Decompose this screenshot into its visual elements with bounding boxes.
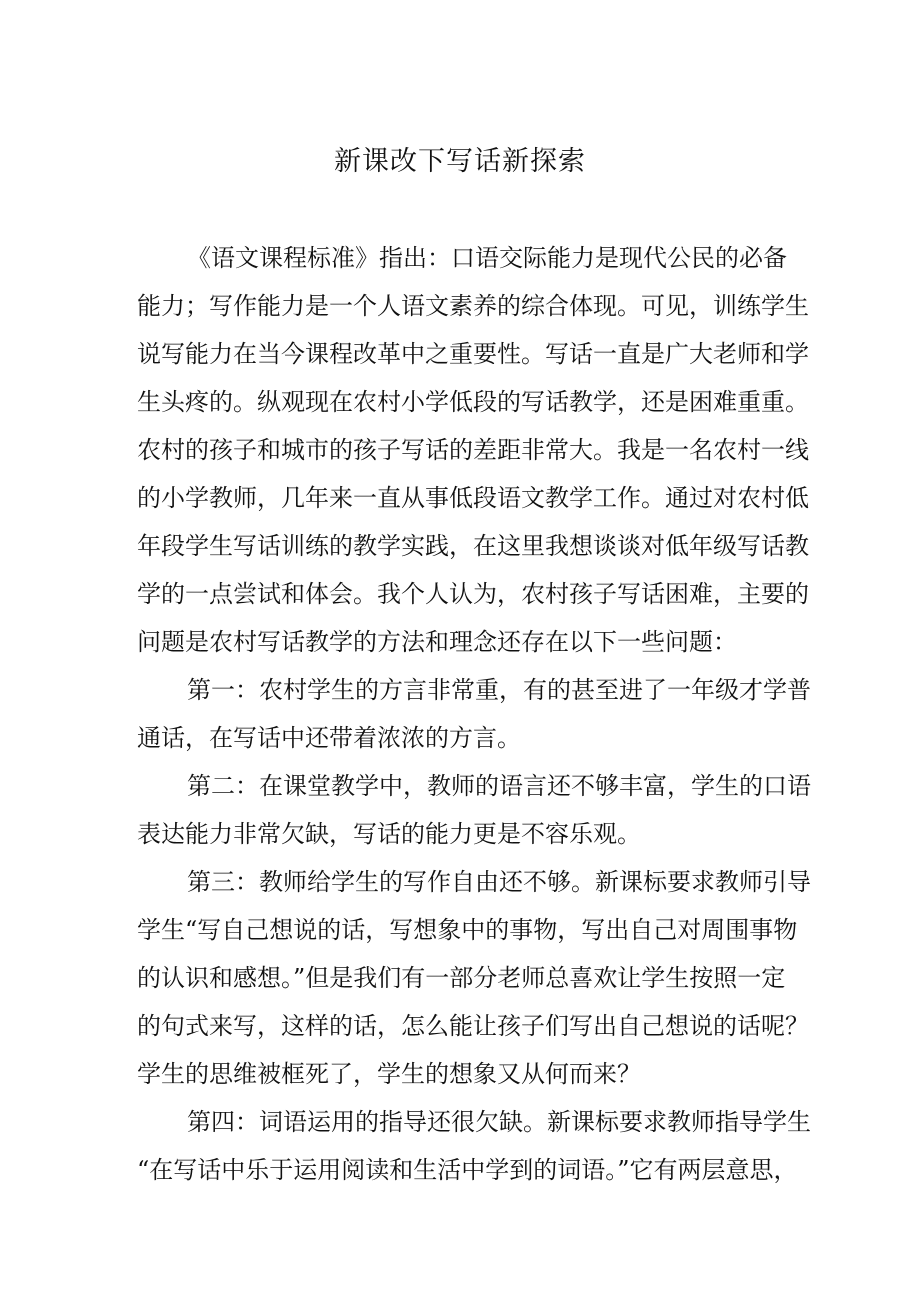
text-line: 说写能力在当今课程改革中之重要性。写话一直是广大老师和学 bbox=[137, 340, 809, 368]
text-line: 问题是农村写话教学的方法和理念还存在以下一些问题： bbox=[137, 628, 737, 656]
document-title: 新课改下写话新探索 bbox=[334, 146, 586, 177]
text-line: 的认识和感想。”但是我们有一部分老师总喜欢让学生按照一定 bbox=[137, 964, 786, 992]
text-line: 第四：词语运用的指导还很欠缺。新课标要求教师指导学生 bbox=[187, 1108, 811, 1136]
text-line: 学的一点尝试和体会。我个人认为，农村孩子写话困难，主要的 bbox=[137, 580, 809, 608]
text-line: 第一：农村学生的方言非常重，有的甚至进了一年级才学普 bbox=[187, 676, 811, 704]
text-line: 农村的孩子和城市的孩子写话的差距非常大。我是一名农村一线 bbox=[137, 436, 809, 464]
text-line: 第三：教师给学生的写作自由还不够。新课标要求教师引导 bbox=[187, 868, 811, 896]
text-line: 表达能力非常欠缺，写话的能力更是不容乐观。 bbox=[137, 820, 641, 848]
text-line: 通话，在写话中还带着浓浓的方言。 bbox=[137, 724, 521, 752]
text-line: 学生的思维被框死了，学生的想象又从何而来？ bbox=[137, 1060, 641, 1088]
text-line: “在写话中乐于运用阅读和生活中学到的词语。”它有两层意思， bbox=[137, 1156, 798, 1184]
text-line: 生头疼的。纵观现在农村小学低段的写话教学，还是困难重重。 bbox=[137, 388, 809, 416]
text-line: 的句式来写，这样的话，怎么能让孩子们写出自己想说的话呢？ bbox=[137, 1012, 809, 1040]
text-line: 年段学生写话训练的教学实践，在这里我想谈谈对低年级写话教 bbox=[137, 532, 809, 560]
text-line: 学生“写自己想说的话，写想象中的事物，写出自己对周围事物 bbox=[137, 916, 798, 944]
text-line: 《语文课程标准》指出：口语交际能力是现代公民的必备 bbox=[187, 244, 787, 272]
text-line: 能力；写作能力是一个人语文素养的综合体现。可见，训练学生 bbox=[137, 292, 809, 320]
text-line: 的小学教师，几年来一直从事低段语文教学工作。通过对农村低 bbox=[137, 484, 809, 512]
text-line: 第二：在课堂教学中，教师的语言还不够丰富，学生的口语 bbox=[187, 772, 811, 800]
